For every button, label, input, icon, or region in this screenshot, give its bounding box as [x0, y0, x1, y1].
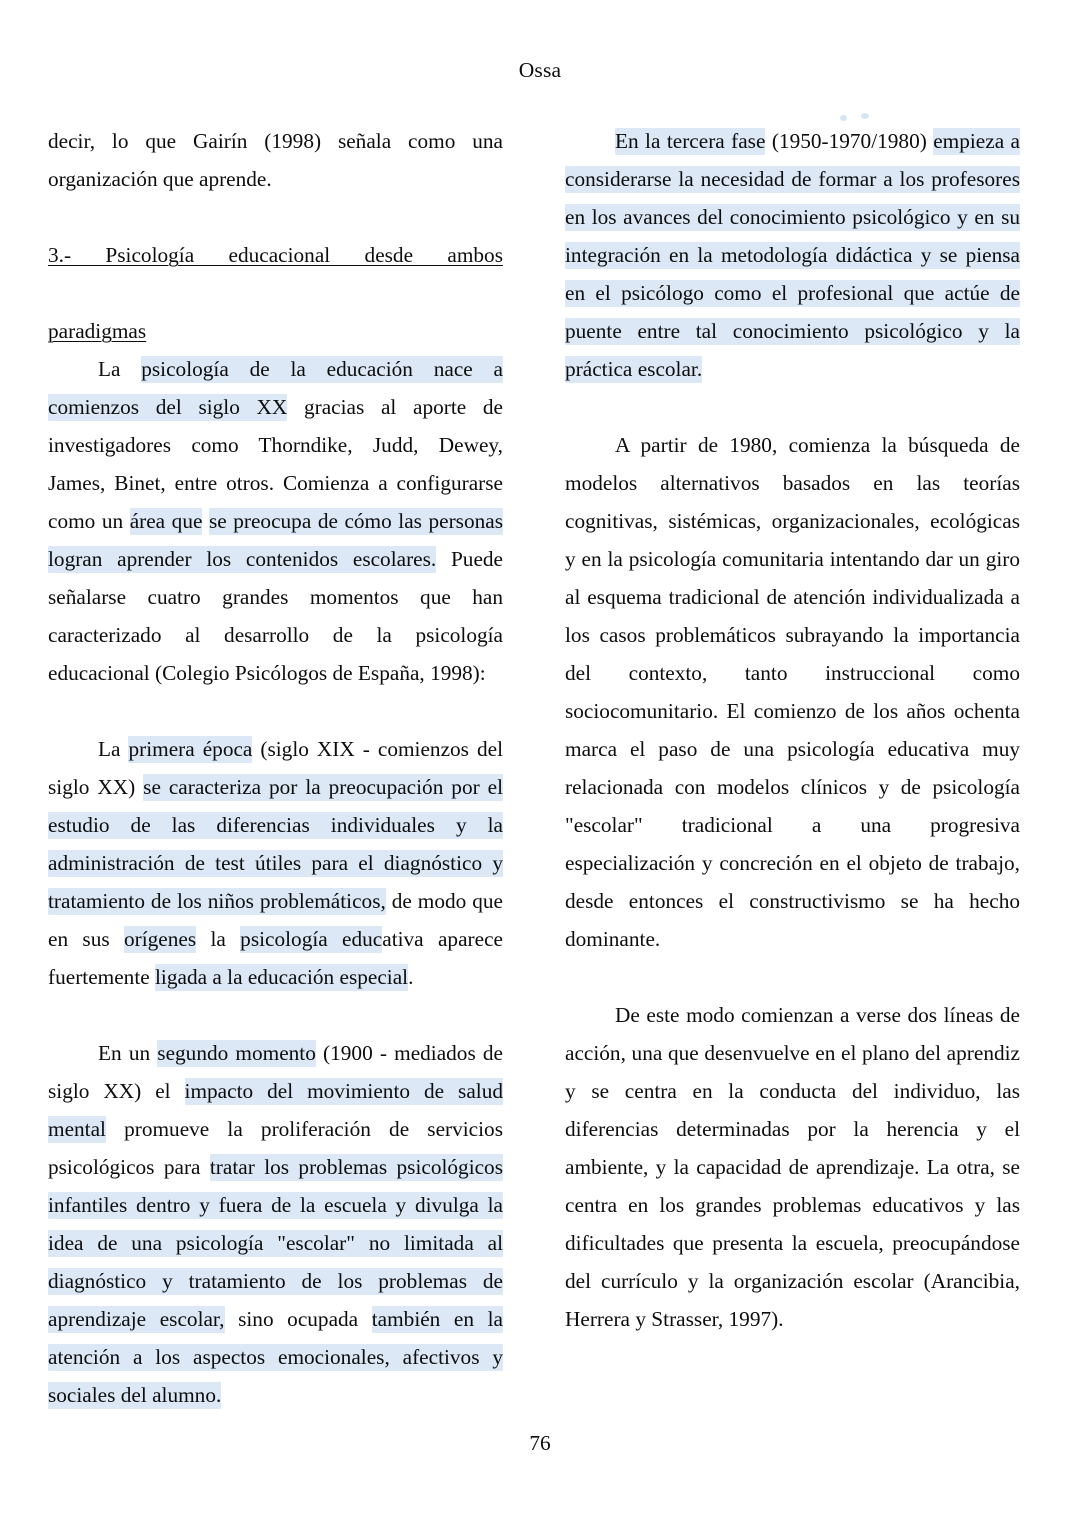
page-number: 76 — [529, 1431, 551, 1455]
section-heading-line-2: paradigmas — [48, 319, 147, 343]
highlighter-speck-icon — [861, 113, 869, 119]
highlighted-text: orígenes — [123, 927, 197, 951]
paragraph-continued: decir, lo que Gairín (1998) señala como una organización que aprende. — [48, 129, 503, 191]
right-column — [565, 122, 1020, 1338]
section-heading-line-1: 3.- Psicología educacional desde ambos — [48, 243, 503, 267]
paragraph-spacer — [48, 996, 503, 1034]
highlighted-text: segundo momento — [157, 1041, 316, 1065]
paragraph-two-lines-of-action: De este modo comienzan a verse dos líneas de acción, una que desenvuelve en el plano del aprendiz y se centra en la conducta del individuo, las diferencias determinadas por la herencia y el ambiente, y la capacidad de aprendizaje. La otra, se centra en los grandes problemas educativos y las dificultades que presenta la escuela, preocupándose del currículo y la organización escolar (Arancibia, Herrera y Strasser, 1997). — [565, 1003, 1020, 1331]
left-column — [48, 122, 503, 1414]
highlighted-text: En la tercera fase — [615, 129, 766, 153]
highlighted-text: se preocupa de cómo las personas logran aprender los contenidos escolares. — [48, 509, 504, 571]
highlighted-text: también en la atención a los aspectos emocionales, afectivos y sociales del alumno. — [48, 1307, 503, 1407]
highlighted-text: primera época — [128, 737, 253, 761]
paragraph-spacer — [48, 198, 503, 236]
highlighted-text: tratar los problemas psicológicos infantiles dentro y fuera de la escuela y divulga la idea de una psicología "escolar" no limitada al diagnóstico y tratamiento de los problemas de aprendizaje escolar, — [48, 1155, 503, 1331]
paragraph-first-epoch: La primera época (siglo XIX - comienzos del siglo XX) se caracteriza por la preocupación por el estudio de las diferencias individuales y la administración de test útiles para el diagnóstico y tratamiento de los niños problemáticos, de modo que en sus orígenes la psicología educativa aparece fuertemente ligada a la educación especial. — [48, 737, 503, 989]
paragraph-origins-of-educational-psychology: La psicología de la educación nace a comienzos del siglo XX gracias al aporte de investigadores como Thorndike, Judd, Dewey, James, Binet, entre otros. Comienza a configurarse como un área que se preocupa de cómo las personas logran aprender los contenidos escolares. Puede señalarse cuatro grandes momentos que han caracterizado al desarrollo de la psicología educacional (Colegio Psicólogos de España, 1998): — [48, 357, 504, 685]
highlighted-text: ligada a la educación especial — [155, 965, 409, 989]
paragraph-after-1980: A partir de 1980, comienza la búsqueda de modelos alternativos basados en las teorías cognitivas, sistémicas, organizacionales, ecológicas y en la psicología comunitaria intentando dar un giro al esquema tradicional de atención individualizada a los casos problemáticos subrayando la importancia del contexto, tanto instruccional como sociocomunitario. El comienzo de los años ochenta marca el paso de una psicología educativa muy relacionada con modelos clínicos y de psicología "escolar" tradicional a una progresiva especialización y concreción en el objeto de trabajo, desde entonces el constructivismo se ha hecho dominante. — [565, 433, 1020, 951]
highlighted-text: área que — [129, 509, 203, 533]
paragraph-second-moment: En un segundo momento (1900 - mediados de siglo XX) el impacto del movimiento de salud mental promueve la proliferación de servicios psicológicos para tratar los problemas psicológicos infantiles dentro y fuera de la escuela y divulga la idea de una psicología "escolar" no limitada al diagnóstico y tratamiento de los problemas de aprendizaje escolar, sino ocupada también en la atención a los aspectos emocionales, afectivos y sociales del alumno. — [48, 1041, 504, 1407]
paragraph-spacer — [565, 958, 1020, 996]
paragraph-spacer — [48, 692, 503, 730]
highlighted-text: psicología educ — [240, 927, 383, 951]
paragraph-third-phase: En la tercera fase (1950-1970/1980) empieza a considerarse la necesidad de formar a los profesores en los avances del conocimiento psicológico y en su integración en la metodología didáctica y se piensa en el psicólogo como el profesional que actúe de puente entre tal conocimiento psicológico y la práctica escolar. — [565, 129, 1021, 381]
section-heading — [48, 236, 503, 350]
highlighted-text: empieza a considerarse la necesidad de formar a los profesores en los avances del conocimiento psicológico y en su integración en la metodología didáctica y se piensa en el psicólogo como el profesional que actúe de puente entre tal conocimiento psicológico y la práctica escolar. — [565, 129, 1021, 381]
highlighter-speck-icon — [840, 115, 847, 121]
paragraph-spacer — [565, 388, 1020, 426]
highlighted-text: psicología de la educación nace a comienzos del siglo XX — [48, 357, 503, 419]
highlighted-text: se caracteriza por la preocupación por el estudio de las diferencias individuales y la administración de test útiles para el diagnóstico y tratamiento de los niños problemáticos, — [48, 775, 503, 913]
highlighted-text: impacto del movimiento de salud mental — [48, 1079, 503, 1141]
running-head: Ossa — [518, 58, 562, 82]
